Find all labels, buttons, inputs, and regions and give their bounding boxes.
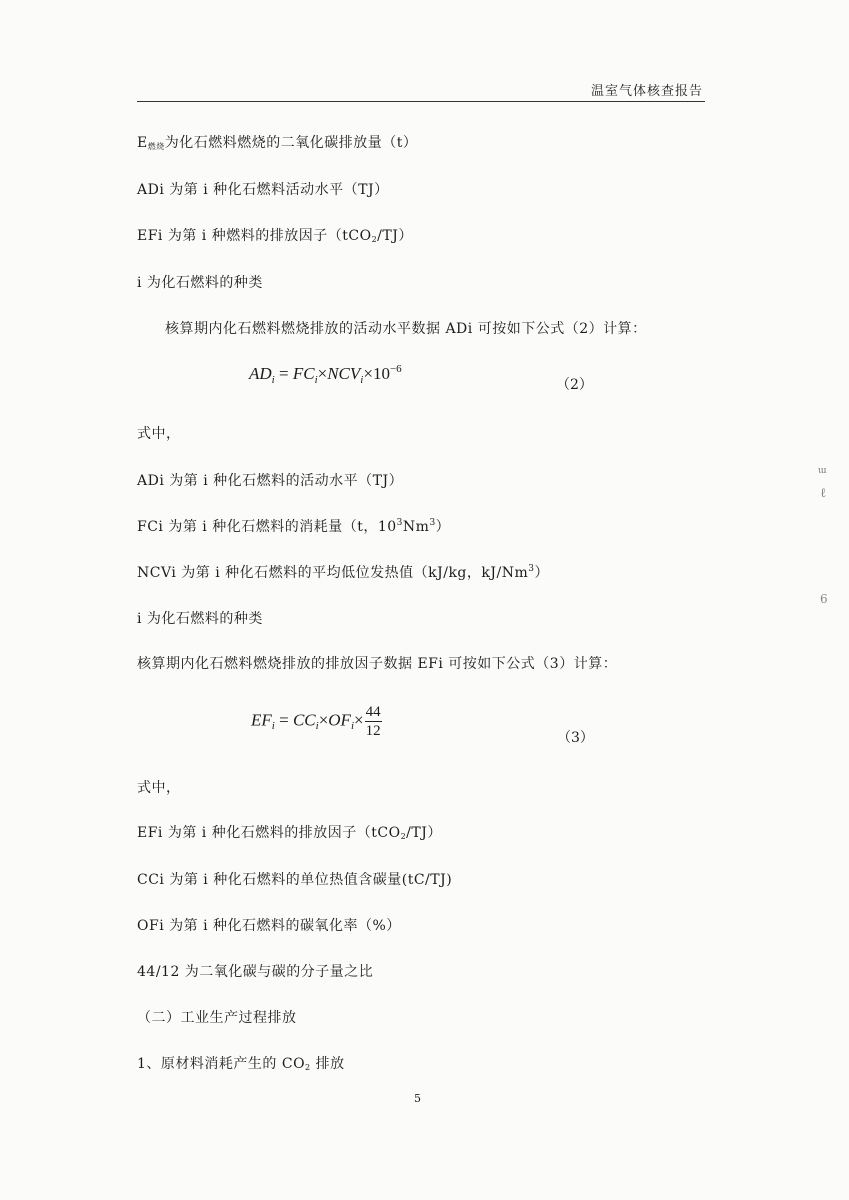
formula-term: NCV bbox=[327, 364, 361, 383]
margin-mark: ɯ bbox=[818, 466, 827, 476]
text-line-molecular-ratio bbox=[137, 961, 373, 981]
formula-subscript: i bbox=[314, 374, 318, 386]
formula-operator: × bbox=[317, 364, 328, 383]
formula-term: AD bbox=[249, 364, 272, 383]
header-rule bbox=[137, 101, 705, 102]
text-line-where-1 bbox=[137, 423, 181, 443]
text-line-i-types bbox=[137, 272, 263, 292]
subscript: 2 bbox=[371, 235, 378, 244]
line-text: 44/12 为二氧化碳与碳的分子量之比 bbox=[137, 964, 374, 980]
formula-2 bbox=[249, 364, 402, 384]
text-line-efi-formula-intro bbox=[137, 653, 617, 673]
text-line-ncvi bbox=[137, 562, 549, 582]
page-header-title: 温室气体核查报告 bbox=[590, 84, 703, 99]
formula-operator: = bbox=[278, 364, 289, 383]
section-heading-industrial-process bbox=[137, 1007, 297, 1027]
line-text: （二）工业生产过程排放 bbox=[137, 1010, 297, 1026]
subscript: 2 bbox=[305, 1063, 311, 1072]
formula-operator: × bbox=[354, 710, 364, 730]
line-text: 核算期内化石燃料燃烧排放的排放因子数据 EFi 可按如下公式（3）计算： bbox=[137, 656, 618, 672]
line-text: EFi 为第 i 种化石燃料的排放因子（tCO bbox=[137, 825, 401, 841]
formula-operator: × bbox=[363, 364, 373, 383]
formula-fraction bbox=[365, 703, 382, 740]
formula-subscript: i bbox=[360, 374, 364, 386]
line-prefix: E bbox=[137, 135, 148, 151]
fraction-numerator: 44 bbox=[365, 704, 381, 720]
line-mid: Nm bbox=[402, 519, 430, 535]
subsection-heading-raw-material-co2 bbox=[137, 1053, 345, 1073]
line-suffix: 排放 bbox=[310, 1056, 345, 1072]
text-line-fci bbox=[137, 516, 450, 536]
line-text: i 为化石燃料的种类 bbox=[137, 611, 263, 627]
formula-subscript: i bbox=[271, 374, 275, 386]
text-line-efi bbox=[137, 225, 413, 245]
line-text: i 为化石燃料的种类 bbox=[137, 275, 263, 291]
formula-subscript: i bbox=[315, 720, 319, 733]
formula-subscript: i bbox=[271, 720, 275, 733]
margin-mark: 6 bbox=[820, 592, 828, 606]
line-text: CCi 为第 i 种化石燃料的单位热值含碳量(tC/TJ) bbox=[137, 872, 453, 888]
equation-number-2: （2） bbox=[556, 377, 593, 393]
superscript: 3 bbox=[528, 564, 535, 574]
formula-subscript: i bbox=[350, 720, 355, 733]
superscript: 3 bbox=[396, 518, 403, 528]
subscript: 2 bbox=[400, 832, 407, 841]
line-text: NCVi 为第 i 种化石燃料的平均低位发热值（kJ/kg，kJ/Nm bbox=[137, 565, 529, 581]
line-text: ADi 为第 i 种化石燃料的活动水平（TJ） bbox=[137, 473, 404, 489]
formula-term: 10 bbox=[372, 364, 390, 383]
text-line-cci bbox=[137, 869, 452, 889]
formula-operator: = bbox=[279, 710, 289, 730]
line-text: 1、原材料消耗产生的 CO bbox=[137, 1056, 306, 1072]
text-line-i-types-2 bbox=[137, 608, 263, 628]
line-suffix: ） bbox=[534, 565, 549, 581]
line-suffix: ） bbox=[435, 519, 451, 535]
text-line-adi-formula-intro bbox=[165, 318, 647, 338]
line-text: FCi 为第 i 种化石燃料的消耗量（t，10 bbox=[137, 519, 397, 535]
line-text: 式中， bbox=[137, 426, 181, 442]
formula-term: FC bbox=[292, 364, 315, 383]
formula-term: OF bbox=[328, 710, 351, 730]
equation-number-3: （3） bbox=[557, 730, 594, 746]
text-line-where-2 bbox=[137, 777, 181, 797]
subscript: 燃烧 bbox=[147, 142, 165, 151]
margin-mark: ℓ bbox=[820, 486, 827, 501]
formula-3 bbox=[251, 703, 382, 740]
line-text: EFi 为第 i 种燃料的排放因子（tCO bbox=[137, 228, 372, 244]
line-text: ADi 为第 i 种化石燃料活动水平（TJ） bbox=[137, 182, 389, 198]
formula-term: CC bbox=[292, 710, 316, 730]
text-line-adi-2 bbox=[137, 470, 403, 490]
line-suffix: /TJ） bbox=[377, 228, 413, 244]
formula-term: EF bbox=[251, 710, 272, 730]
line-text: 式中， bbox=[137, 780, 181, 796]
formula-superscript: −6 bbox=[389, 363, 402, 375]
superscript: 3 bbox=[429, 518, 436, 528]
fraction-denominator: 12 bbox=[365, 723, 381, 739]
line-suffix: /TJ） bbox=[406, 825, 442, 841]
page-number: 5 bbox=[414, 1092, 421, 1105]
line-text: 为化石燃料燃烧的二氧化碳排放量（t） bbox=[164, 135, 418, 151]
line-text: OFi 为第 i 种化石燃料的碳氧化率（%） bbox=[137, 918, 401, 934]
text-line-ofi bbox=[137, 915, 401, 935]
text-line-e-combustion bbox=[137, 132, 417, 152]
formula-operator: × bbox=[318, 710, 329, 730]
text-line-adi bbox=[137, 179, 389, 199]
text-line-efi-2 bbox=[137, 822, 442, 842]
line-text: 核算期内化石燃料燃烧排放的活动水平数据 ADi 可按如下公式（2）计算： bbox=[165, 321, 647, 337]
